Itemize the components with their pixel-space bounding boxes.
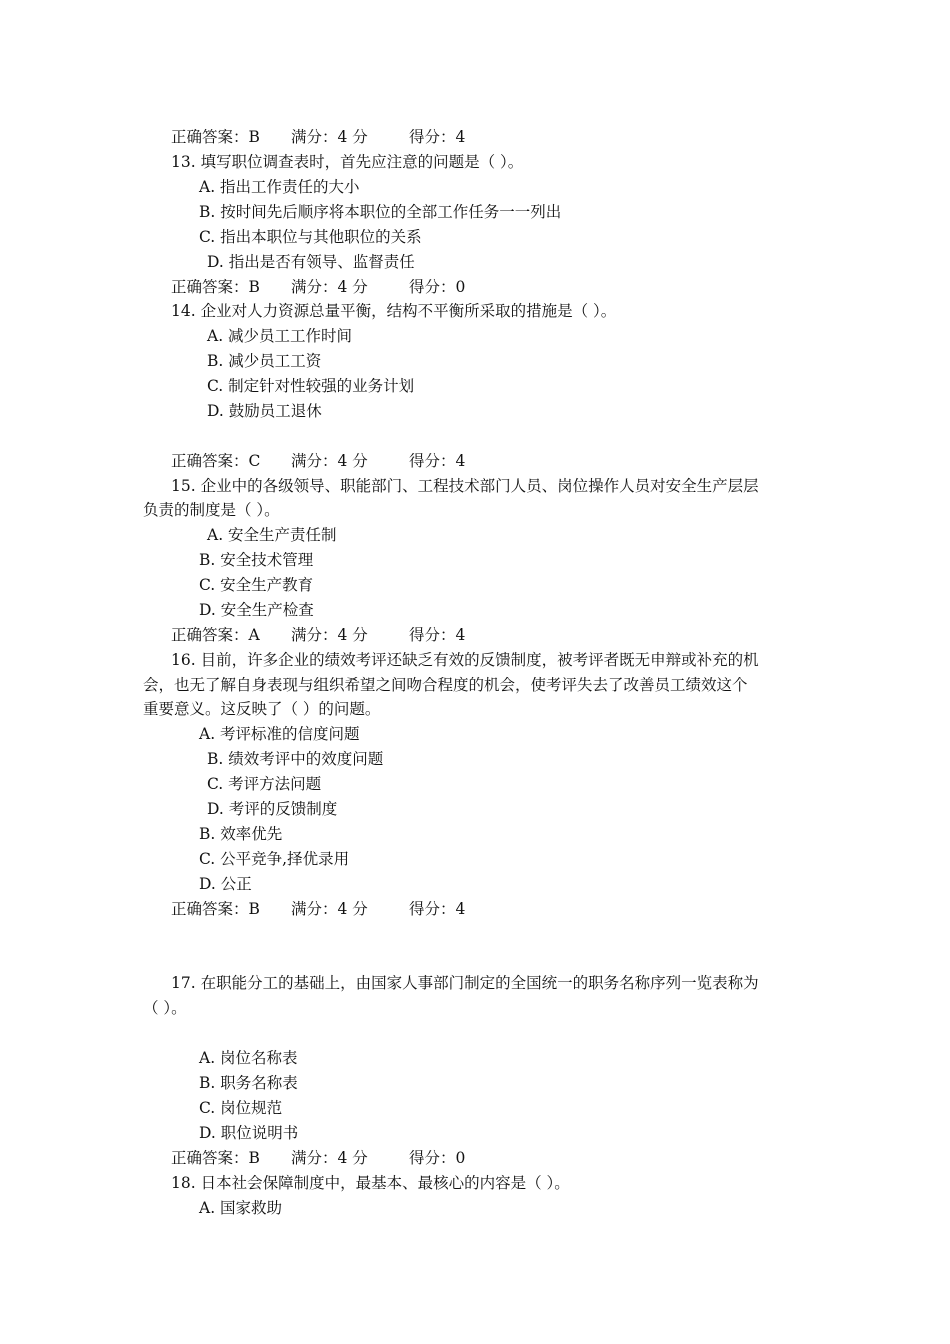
option-b: B. 绩效考评中的效度问题 bbox=[207, 750, 384, 768]
question-stem: 17. 在职能分工的基础上，由国家人事部门制定的全国统一的职务名称序列一览表称为 bbox=[171, 974, 759, 992]
option-c: C. 安全生产教育 bbox=[199, 576, 314, 594]
option-a: A. 安全生产责任制 bbox=[207, 526, 337, 544]
correct-answer: 正确答案：C bbox=[171, 452, 261, 470]
correct-answer: 正确答案：B bbox=[171, 128, 260, 146]
earned-score: 得分：0 bbox=[409, 1149, 466, 1167]
option-a: A. 指出工作责任的大小 bbox=[199, 178, 360, 196]
option-a: A. 岗位名称表 bbox=[199, 1049, 298, 1067]
option-d: D. 安全生产检查 bbox=[199, 601, 314, 619]
full-score: 满分：4 分 bbox=[291, 128, 368, 146]
answer-line bbox=[171, 127, 465, 147]
question-stem-cont: 会，也无了解自身表现与组织希望之间吻合程度的机会，使考评失去了改善员工绩效这个 bbox=[143, 676, 748, 694]
full-score: 满分：4 分 bbox=[291, 900, 368, 918]
option-b: B. 按时间先后顺序将本职位的全部工作任务一一列出 bbox=[199, 203, 562, 221]
option-c: C. 制定针对性较强的业务计划 bbox=[207, 377, 415, 395]
earned-score: 得分：4 bbox=[409, 626, 466, 644]
option-b: B. 职务名称表 bbox=[199, 1074, 298, 1092]
correct-answer: 正确答案：A bbox=[171, 626, 260, 644]
full-score: 满分：4 分 bbox=[291, 278, 368, 296]
option-a: A. 考评标准的信度问题 bbox=[199, 725, 360, 743]
option-c: C. 岗位规范 bbox=[199, 1099, 283, 1117]
option-a: A. 减少员工工作时间 bbox=[207, 327, 353, 345]
option-d: D. 公正 bbox=[199, 875, 252, 893]
correct-answer: 正确答案：B bbox=[171, 278, 260, 296]
option-c: C. 指出本职位与其他职位的关系 bbox=[199, 228, 422, 246]
question-stem-cont: （ ）。 bbox=[143, 999, 187, 1017]
option-b: B. 安全技术管理 bbox=[199, 551, 314, 569]
option-b: B. 减少员工工资 bbox=[207, 352, 322, 370]
answer-line bbox=[171, 625, 465, 645]
answer-line bbox=[171, 899, 465, 919]
earned-score: 得分：0 bbox=[409, 278, 466, 296]
earned-score: 得分：4 bbox=[409, 900, 466, 918]
option-a: A. 国家救助 bbox=[199, 1199, 283, 1217]
correct-answer: 正确答案：B bbox=[171, 1149, 260, 1167]
full-score: 满分：4 分 bbox=[291, 452, 368, 470]
full-score: 满分：4 分 bbox=[291, 1149, 368, 1167]
question-stem: 13. 填写职位调查表时，首先应注意的问题是（ ）。 bbox=[171, 153, 524, 171]
option-d: D. 指出是否有领导、监督责任 bbox=[207, 253, 415, 271]
option-b: B. 效率优先 bbox=[199, 825, 283, 843]
question-stem-cont: 重要意义。这反映了（ ）的问题。 bbox=[143, 700, 381, 718]
option-d: D. 鼓励员工退休 bbox=[207, 402, 322, 420]
question-stem: 18. 日本社会保障制度中，最基本、最核心的内容是（ ）。 bbox=[171, 1174, 570, 1192]
earned-score: 得分：4 bbox=[409, 452, 466, 470]
correct-answer: 正确答案：B bbox=[171, 900, 260, 918]
question-stem: 16. 目前，许多企业的绩效考评还缺乏有效的反馈制度，被考评者既无申辩或补充的机 bbox=[171, 651, 759, 669]
question-stem: 15. 企业中的各级领导、职能部门、工程技术部门人员、岗位操作人员对安全生产层层 bbox=[171, 477, 759, 495]
question-stem-cont: 负责的制度是（ ）。 bbox=[143, 501, 280, 519]
answer-line bbox=[171, 451, 465, 471]
option-d: D. 职位说明书 bbox=[199, 1124, 299, 1142]
full-score: 满分：4 分 bbox=[291, 626, 368, 644]
answer-line bbox=[171, 1148, 465, 1168]
option-c: C. 考评方法问题 bbox=[207, 775, 322, 793]
option-c: C. 公平竞争,择优录用 bbox=[199, 850, 350, 868]
question-stem: 14. 企业对人力资源总量平衡，结构不平衡所采取的措施是（ ）。 bbox=[171, 302, 617, 320]
answer-line bbox=[171, 277, 465, 297]
option-d: D. 考评的反馈制度 bbox=[207, 800, 338, 818]
earned-score: 得分：4 bbox=[409, 128, 466, 146]
